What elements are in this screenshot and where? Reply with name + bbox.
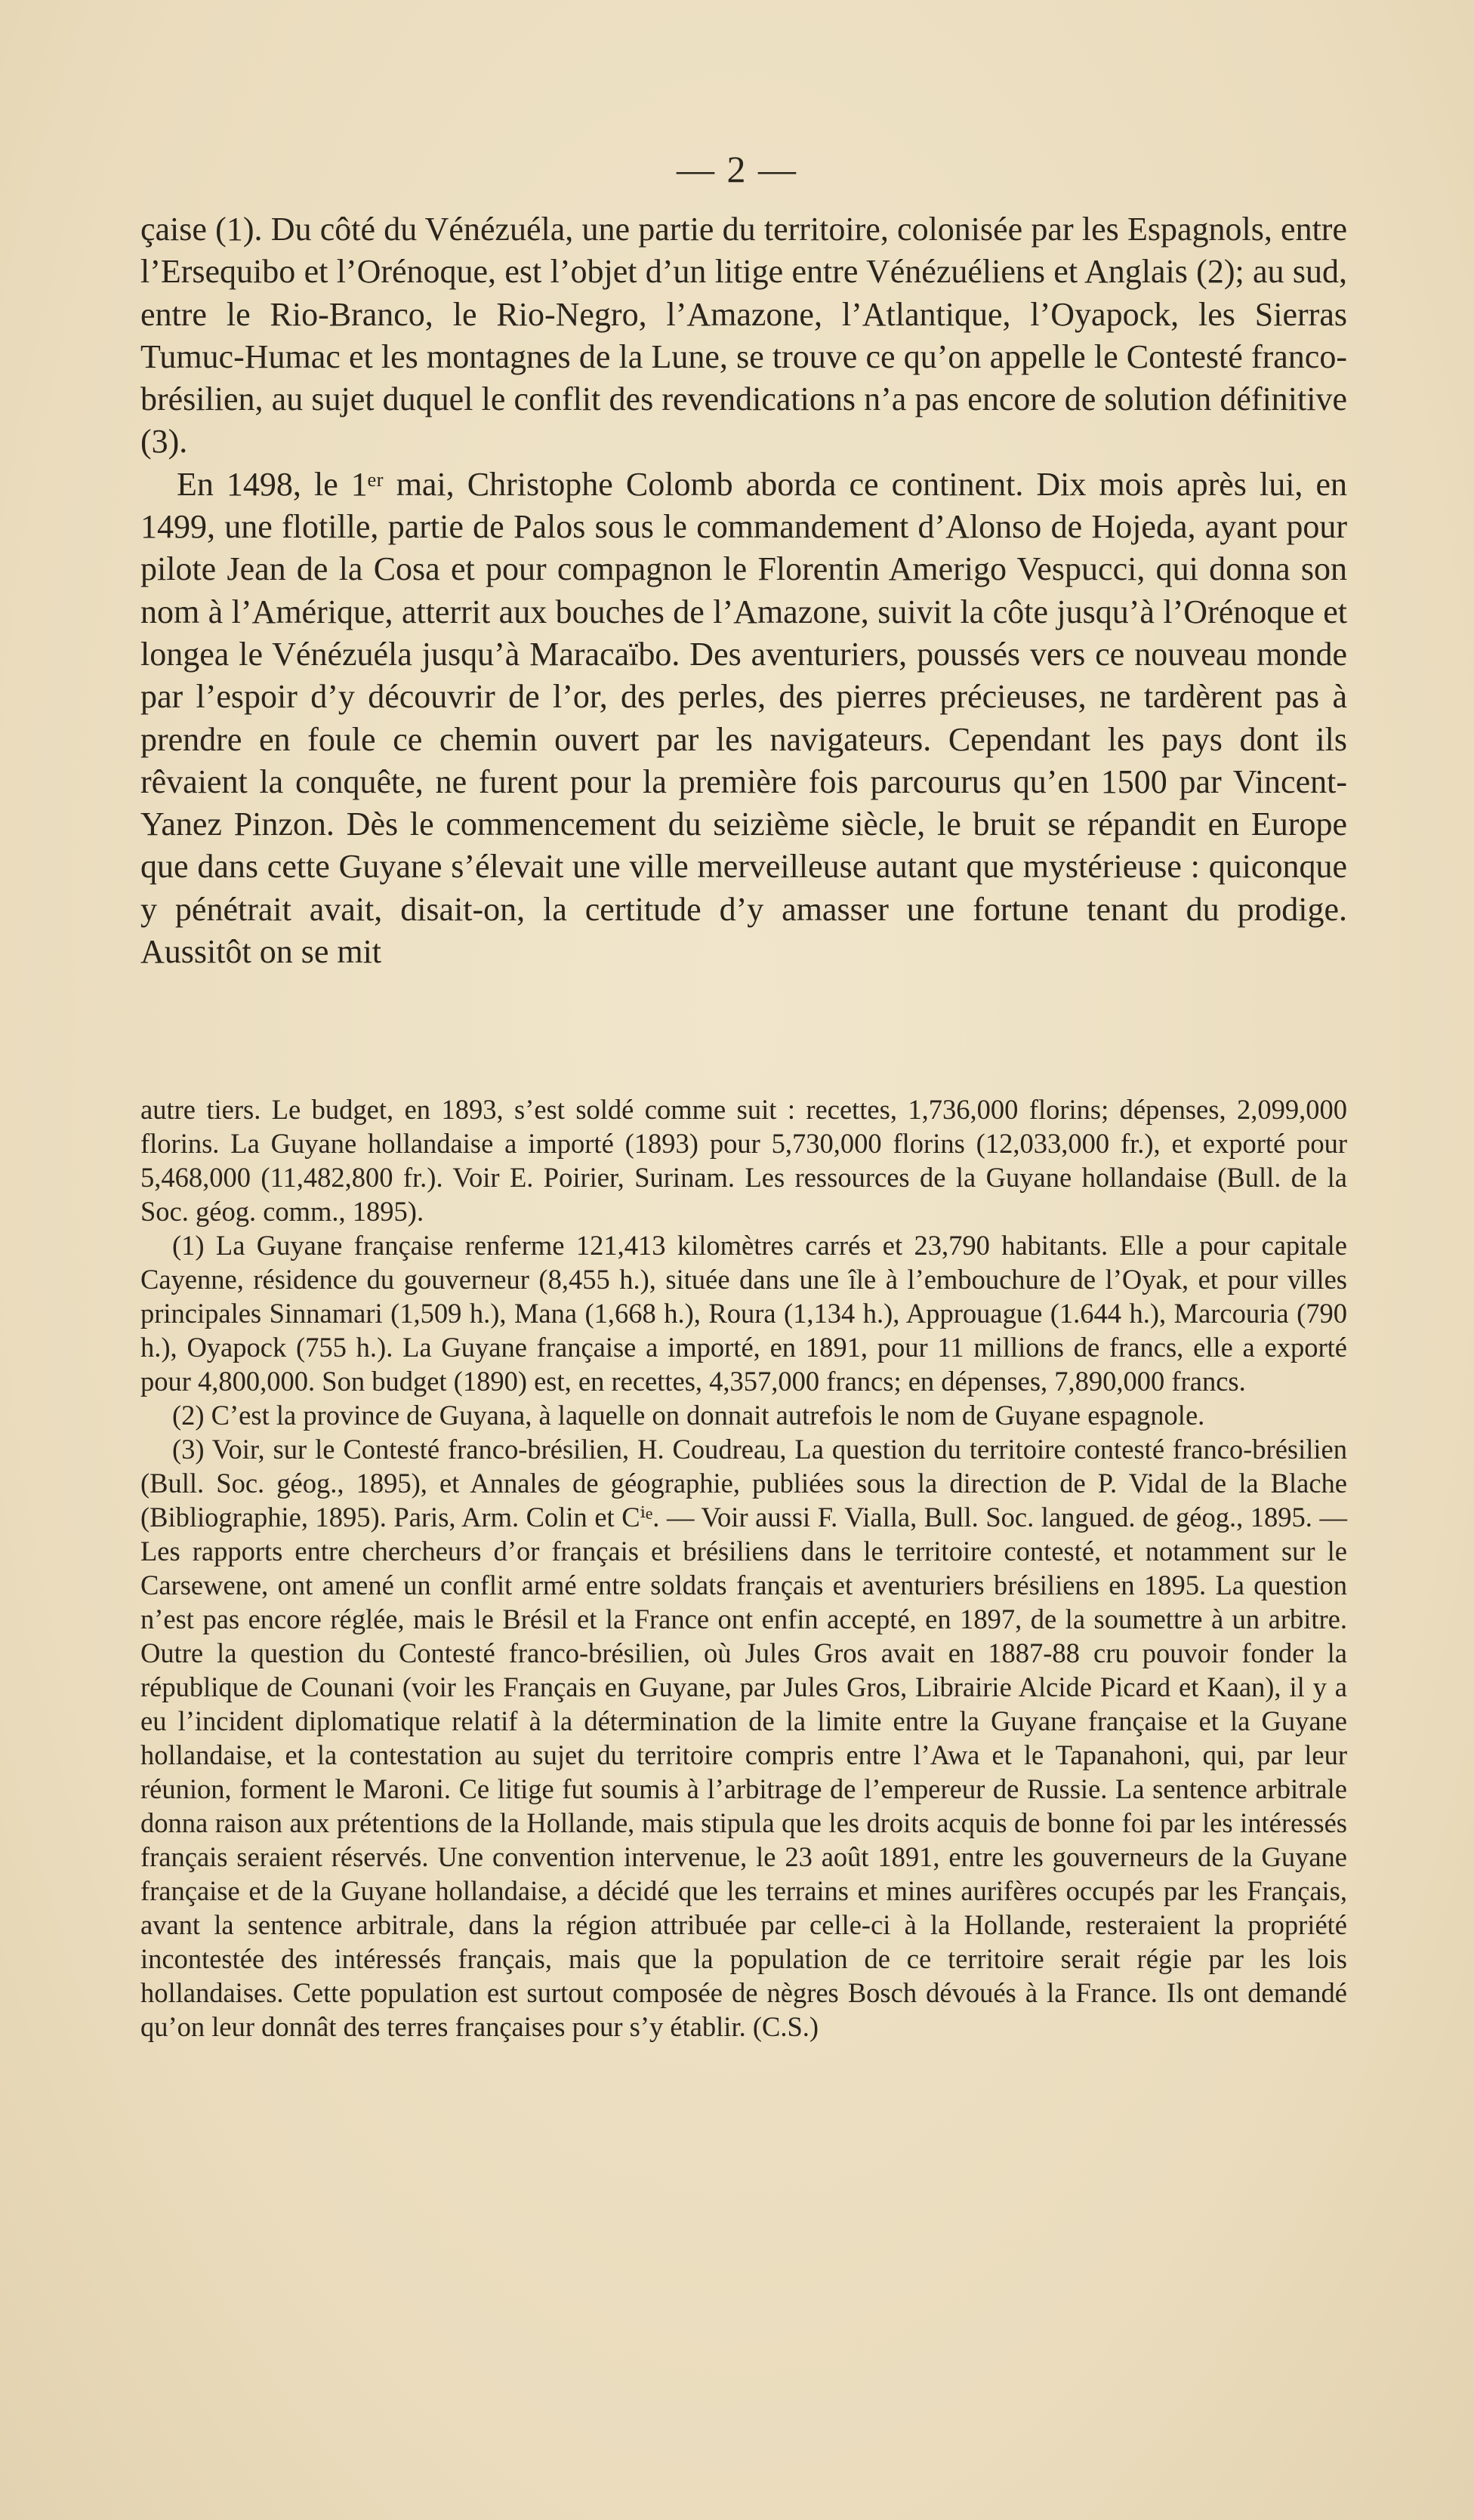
footnote-continuation: autre tiers. Le budget, en 1893, s’est soldé comme suit : recettes, 1,736,000 florins; dépenses, 2,099,000 florins. La Guyane hollandaise a importé (1893) pour 5,730,000 florins (12,033,000 fr.), et exporté pour 5,468,000 (11,482,800 fr.). Voir E. Poirier, Surinam. Les ressources de la Guyane hollandaise (Bull. de la Soc. géog. comm., 1895). [140,1094,1347,1227]
footnote-2: (2) C’est la province de Guyana, à laquelle on donnait autrefois le nom de Guyane espagnole. [172,1400,1205,1431]
main-paragraph: çaise (1). Du côté du Vénézuéla, une partie du territoire, colonisée par les Espagnols, entre l’Ersequibo et l’Orénoque, est l’objet d’un litige entre Vénézuéliens et Anglais (2); au sud, entre le Rio-Branco, le Rio-Negro, l’Amazone, l’Atlantique, l’Oyapock, les Sierras Tumuc-Humac et les montagnes de la Lune, se trouve ce qu’on appelle le Contesté franco-brésilien, au sujet duquel le conflit des revendications n’a pas encore de solution définitive (3). [140,211,1347,461]
footnote-3: (3) Voir, sur le Contesté franco-brésilien, H. Coudreau, La question du territoire contesté franco-brésilien (Bull. Soc. géog., 1895), et Annales de géographie, publiées sous la direction de P. Vidal de la Blache (Bibliographie, 1895). Paris, Arm. Colin et Cⁱᵉ. — Voir aussi F. Vialla, Bull. Soc. langued. de géog., 1895. — Les rapports entre chercheurs d’or français et brésiliens dans le territoire contesté, et notamment sur le Carsewene, ont amené un conflit armé entre soldats français et aventuriers brésiliens en 1895. La question n’est pas encore réglée, mais le Brésil et la France ont enfin accepté, en 1897, de la soumettre à un arbitre. Outre la question du Contesté franco-brésilien, où Jules Gros avait en 1887-88 cru pouvoir fonder la république de Counani (voir les Français en Guyane, par Jules Gros, Librairie Alcide Picard et Kaan), il y a eu l’incident diplomatique relatif à la détermination de la limite entre la Guyane française et la Guyane hollandaise, et la contestation au sujet du territoire compris entre l’Awa et le Tapanahoni, qui, par leur réunion, forment le Maroni. Ce litige fut soumis à l’arbitrage de l’empereur de Russie. La sentence arbitrale donna raison aux prétentions de la Hollande, mais stipula que les droits acquis de bonne foi par les intéressés français seraient réservés. Une convention intervenue, le 23 août 1891, entre les gouverneurs de la Guyane française et de la Guyane hollandaise, a décidé que les terrains et mines aurifères occupés par les Français, avant la sentence arbitrale, dans la région attribuée par celle-ci à la Hollande, resteraient la propriété incontestée des intéressés français, mais que la population de ce territoire serait régie par les lois hollandaises. Cette population est surtout composée de nègres Bosch dévoués à la France. Ils ont demandé qu’on leur donnât des terres françaises pour s’y établir. (C.S.) [140,1434,1347,2042]
footnotes [140,1092,1347,2044]
main-text [140,208,1347,973]
main-paragraph: En 1498, le 1ᵉʳ mai, Christophe Colomb aborda ce continent. Dix mois après lui, en 1499, une flotille, partie de Palos sous le commandement d’Alonso de Hojeda, ayant pour pilote Jean de la Cosa et pour compagnon le Florentin Amerigo Vespucci, qui donna son nom à l’Amérique, atterrit aux bouches de l’Amazone, suivit la côte jusqu’à l’Orénoque et longea le Vénézuéla jusqu’à Maracaïbo. Des aventuriers, poussés vers ce nouveau monde par l’espoir d’y découvrir de l’or, des perles, des pierres précieuses, ne tardèrent pas à prendre en foule ce chemin ouvert par les navigateurs. Cependant les pays dont ils rêvaient la conquête, ne furent pour la première fois parcourus qu’en 1500 par Vincent-Yanez Pinzon. Dès le commencement du seizième siècle, le bruit se répandit en Europe que dans cette Guyane s’élevait une ville merveilleuse autant que mystérieuse : quiconque y pénétrait avait, disait-on, la certitude d’y amasser une fortune tenant du prodige. Aussitôt on se mit [140,465,1347,971]
footnote-1: (1) La Guyane française renferme 121,413 kilomètres carrés et 23,790 habitants. Elle a pour capitale Cayenne, résidence du gouverneur (8,455 h.), située dans une île à l’embouchure de l’Oyak, et pour villes principales Sinnamari (1,509 h.), Mana (1,668 h.), Roura (1,134 h.), Approuague (1.644 h.), Marcouria (790 h.), Oyapock (755 h.). La Guyane française a importé, en 1891, pour 11 millions de francs, elle a exporté pour 4,800,000. Son budget (1890) est, en recettes, 4,357,000 francs; en dépenses, 7,890,000 francs. [140,1230,1347,1397]
page-number: — 2 — [677,148,797,190]
